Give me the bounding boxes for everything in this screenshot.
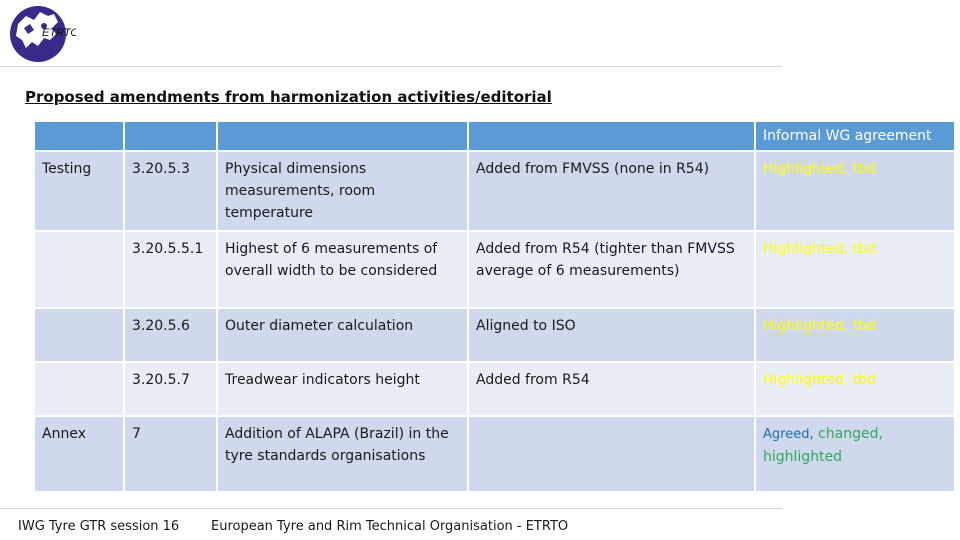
description-cell: Physical dimensions measurements, room temperature bbox=[217, 151, 468, 231]
description-cell: Treadwear indicators height bbox=[217, 362, 468, 416]
header-cell-agreement: Informal WG agreement bbox=[755, 121, 955, 151]
note-cell: Added from R54 bbox=[468, 362, 755, 416]
status-cell: Highlighted, tbd bbox=[755, 308, 955, 362]
svg-text:ETRTO: ETRTO bbox=[42, 27, 76, 39]
reference-cell: 7 bbox=[124, 416, 217, 492]
header-cell bbox=[468, 121, 755, 151]
header-cell bbox=[124, 121, 217, 151]
reference-cell: 3.20.5.7 bbox=[124, 362, 217, 416]
status-cell: Highlighted, tbd bbox=[755, 151, 955, 231]
category-cell: Testing bbox=[34, 151, 124, 231]
header-divider bbox=[0, 66, 782, 67]
status-agreed-text: Agreed, bbox=[763, 427, 814, 442]
note-cell: Added from R54 (tighter than FMVSS average of 6 measurements) bbox=[468, 231, 755, 308]
table-row bbox=[34, 231, 955, 308]
status-changed-text: changed, highlighted bbox=[763, 426, 883, 465]
header-cell bbox=[34, 121, 124, 151]
description-cell: Outer diameter calculation bbox=[217, 308, 468, 362]
category-cell bbox=[34, 308, 124, 362]
footer-divider bbox=[0, 508, 782, 509]
status-cell: Highlighted, tbd bbox=[755, 231, 955, 308]
description-cell: Addition of ALAPA (Brazil) in the tyre standards organisations bbox=[217, 416, 468, 492]
amendments-table bbox=[33, 120, 956, 493]
table-row bbox=[34, 151, 955, 231]
description-cell: Highest of 6 measurements of overall width to be considered bbox=[217, 231, 468, 308]
footer-organisation: European Tyre and Rim Technical Organisation - ETRTO bbox=[211, 519, 569, 534]
table-row bbox=[34, 416, 955, 492]
reference-cell: 3.20.5.6 bbox=[124, 308, 217, 362]
status-cell: Highlighted, tbd bbox=[755, 362, 955, 416]
reference-cell: 3.20.5.3 bbox=[124, 151, 217, 231]
category-cell bbox=[34, 362, 124, 416]
note-cell: Aligned to ISO bbox=[468, 308, 755, 362]
category-cell bbox=[34, 231, 124, 308]
reference-cell: 3.20.5.5.1 bbox=[124, 231, 217, 308]
table-row bbox=[34, 308, 955, 362]
note-cell: Added from FMVSS (none in R54) bbox=[468, 151, 755, 231]
status-cell bbox=[755, 416, 955, 492]
table-row bbox=[34, 362, 955, 416]
category-cell: Annex bbox=[34, 416, 124, 492]
table-header-row bbox=[34, 121, 955, 151]
header-cell bbox=[217, 121, 468, 151]
slide-title: Proposed amendments from harmonization activities/editorial bbox=[25, 88, 552, 106]
etrto-logo bbox=[4, 2, 76, 64]
note-cell bbox=[468, 416, 755, 492]
footer-session: IWG Tyre GTR session 16 bbox=[18, 519, 180, 534]
